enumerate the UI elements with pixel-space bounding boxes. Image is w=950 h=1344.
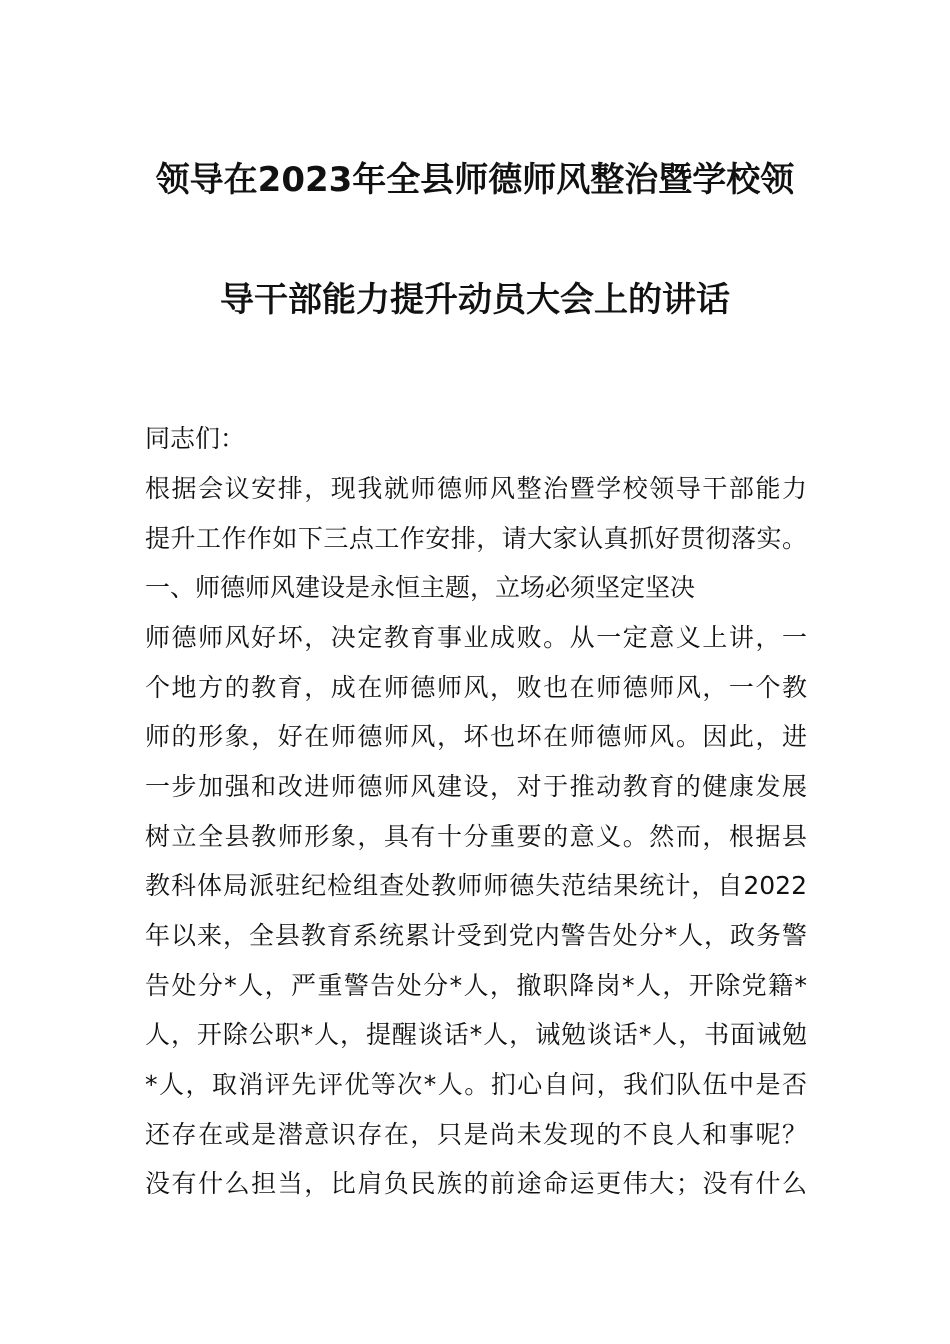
paragraph-line: 树立全县教师形象，具有十分重要的意义。然而，根据县 [145, 822, 807, 851]
section-heading: 一、师德师风建设是永恒主题，立场必须坚定坚决 [145, 573, 696, 602]
paragraph-line: 还存在或是潜意识存在，只是尚未发现的不良人和事呢？ [145, 1120, 807, 1149]
salutation: 同志们： [145, 424, 246, 453]
paragraph-line: 提升工作作如下三点工作安排，请大家认真抓好贯彻落实。 [145, 524, 807, 553]
paragraph-line: 没有什么担当，比肩负民族的前途命运更伟大；没有什么 [145, 1169, 807, 1198]
paragraph-line: 一步加强和改进师德师风建设，对于推动教育的健康发展 [145, 772, 807, 801]
paragraph-line: 个地方的教育，成在师德师风，败也在师德师风，一个教 [145, 673, 807, 702]
document-title-line-2: 导干部能力提升动员大会上的讲话 [220, 280, 730, 320]
paragraph-line: *人，取消评先评优等次*人。扪心自问，我们队伍中是否 [145, 1070, 807, 1099]
paragraph-line: 人，开除公职*人，提醒谈话*人，诫勉谈话*人，书面诫勉 [145, 1020, 807, 1049]
paragraph-line: 根据会议安排，现我就师德师风整治暨学校领导干部能力 [145, 474, 807, 503]
paragraph-line: 教科体局派驻纪检组查处教师师德失范结果统计，自2022 [145, 871, 807, 900]
paragraph-line: 师德师风好坏，决定教育事业成败。从一定意义上讲，一 [145, 623, 807, 652]
paragraph-line: 师的形象，好在师德师风，坏也坏在师德师风。因此，进 [145, 722, 807, 751]
paragraph-line: 告处分*人，严重警告处分*人，撤职降岗*人，开除党籍* [145, 971, 807, 1000]
document-title-line-1: 领导在2023年全县师德师风整治暨学校领 [155, 160, 795, 200]
paragraph-line: 年以来，全县教育系统累计受到党内警告处分*人，政务警 [145, 921, 807, 950]
